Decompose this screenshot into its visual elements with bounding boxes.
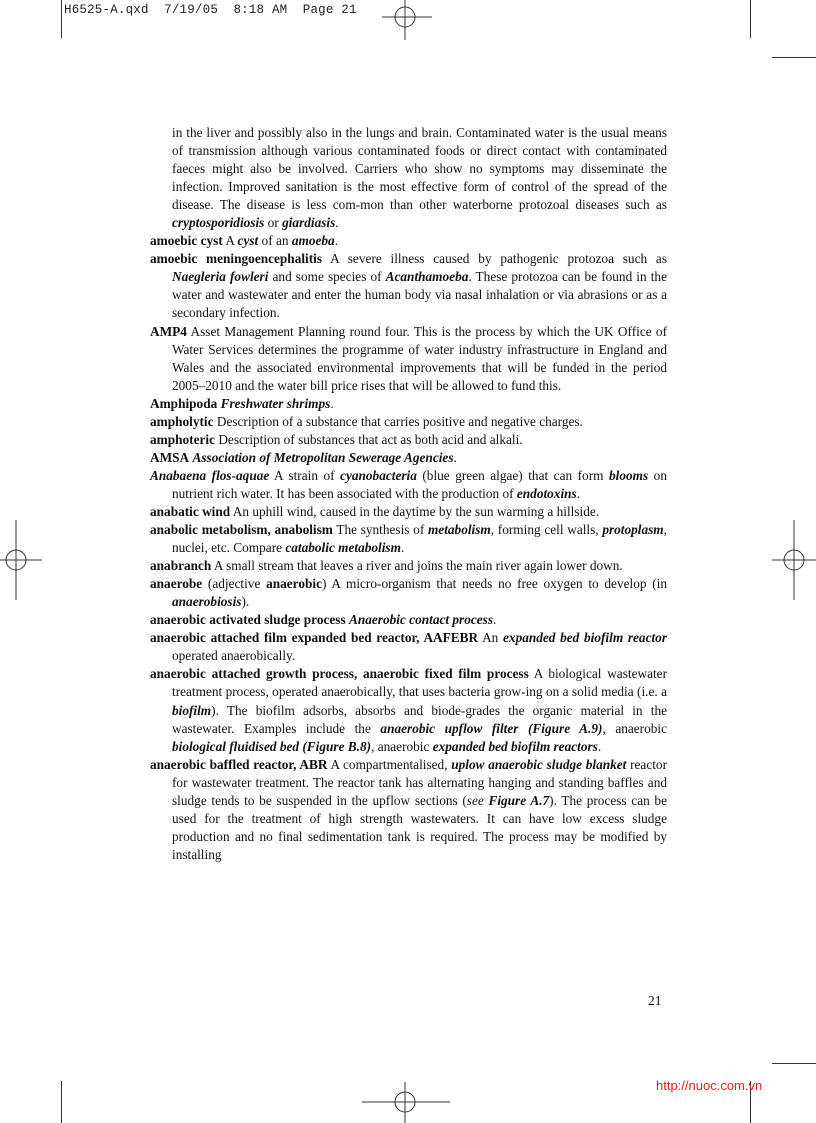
crop-mark-top-left [61,0,62,38]
glossary-entry [150,665,667,755]
entry-text: A [222,233,238,249]
entry-text: , nuclei, etc. Compare [172,522,667,556]
entry-term: AMSA [150,449,190,465]
registration-mark-left [0,520,42,600]
cross-reference: Naegleria fowleri [172,269,269,285]
slug-file: H6525-A.qxd [64,3,149,17]
entry-text: An uphill wind, caused in the daytime by the sun warming a hillside. [230,503,600,519]
cross-reference: endotoxins [516,485,577,501]
cross-reference: Anabaena flos-aquae [150,467,270,483]
entry-text: ) A micro-organism that needs no free oxygen to develop (in [321,576,667,592]
entry-text: A small stream that leaves a river and joins the main river again lower down. [211,558,623,574]
glossary-entry [150,557,667,575]
entry-text: An [478,630,504,646]
cross-reference: amoeba [291,233,335,249]
entry-term: anaerobe [150,576,203,592]
glossary-entry [150,449,667,467]
entry-text: in the liver and possibly also in the lungs and brain. Contaminated water is the usual means of transmission although various contaminated foods or direct contact with contaminated faeces might also be involved. Carriers who show no symptoms may disseminate the infection. Improved sanitation is the most effective form of control of the spread of the disease. The disease is less com-mon than other waterborne protozoal diseases such as [172,125,667,213]
cross-reference: cyanobacteria [340,467,417,483]
entry-term: amphoteric [150,431,215,447]
print-slug [64,3,357,17]
entry-text: A strain of [269,467,341,483]
registration-mark-right [772,520,816,600]
entry-text: . [400,540,405,556]
slug-page-label: Page 21 [302,3,357,17]
entry-term: anabranch [150,558,212,574]
glossary-entry [150,250,667,322]
cross-reference: metabolism [427,522,491,538]
entry-text: or [264,215,283,231]
glossary-entry [150,629,667,665]
cross-reference: cyst [237,233,259,249]
entry-text: (adjective [202,576,267,592]
registration-mark-bottom [362,1082,450,1123]
crop-mark-top-right-h [772,57,816,58]
crop-mark-bottom-right-h [772,1063,816,1064]
entry-text: operated anaerobically. [172,648,296,664]
entry-text: . [335,215,339,231]
cross-reference: Figure A.7 [488,792,550,808]
entry-text: , anaerobic [602,720,668,736]
crop-mark-top-right-v [750,0,751,38]
glossary-entry [150,503,667,521]
cross-reference: Acanthamoeba [385,269,469,285]
slug-date: 7/19/05 [164,3,219,17]
cross-reference: blooms [609,467,649,483]
entry-text: Description of a substance that carries positive and negative charges. [213,413,583,429]
entry-text: The synthesis of [332,522,428,538]
cross-reference: Association of Metropolitan Sewerage Agencies [192,449,454,465]
entry-text: A biological wastewater treatment process, operated anaerobically, that uses bacteria grow-ing on a solid media (i.e. a [172,666,667,700]
cross-reference: uplow anaerobic sludge blanket [451,756,627,772]
entry-text: on nutrient rich water. It has been associated with the production of [172,467,667,501]
entry-text: Asset Management Planning round four. This is the process by which the UK Office of Water Services determines the programme of water industry infrastructure in England and Wales and the associated environmental improvements that will be funded in the period 2005–2010 and the water bill price rises that will be allowed to fund this. [172,323,667,393]
entry-term: amoebic meningoencephalitis [150,251,323,267]
glossary-entry [150,431,667,449]
glossary-entry [150,756,667,864]
cross-reference: protoplasm [602,522,664,538]
entry-text: of an [258,233,292,249]
entry-term: anaerobic baffled reactor, ABR [150,756,328,772]
cross-reference: see [466,792,484,808]
entry-text: . [334,233,339,249]
entry-text: . [453,449,457,465]
cross-reference: giardiasis [282,215,336,231]
entry-text: ). The biofilm adsorbs, absorbs and biode-grades the organic material in the wastewater. Examples include the [172,702,667,736]
glossary-entry [150,521,667,557]
entry-text: reactor for wastewater treatment. The reactor tank has alternating hanging and standing baffles and sludge tends to be suspended in the upflow sections ( [172,756,668,808]
entry-text: , forming cell walls, [490,522,603,538]
continued-paragraph [150,124,667,232]
cross-reference: expanded bed biofilm reactors [432,738,598,754]
entry-text: ). [241,594,250,610]
glossary-entry [150,575,667,611]
entry-text: and some species of [268,269,386,285]
entry-term: anaerobic activated sludge process [150,612,346,628]
cross-reference: catabolic metabolism [285,540,401,556]
entry-term: amoebic cyst [150,233,223,249]
glossary-entry [150,611,667,629]
glossary-entry [150,395,667,413]
cross-reference: biological fluidised bed (Figure B.8) [172,738,372,754]
entry-term: anaerobic attached film expanded bed reactor, AAFEBR [150,630,479,646]
entry-term: AMP4 [150,323,187,339]
cross-reference: Anaerobic contact process [348,612,494,628]
entry-text: . [493,612,497,628]
footer-url[interactable]: http://nuoc.com.vn [656,1078,763,1093]
crop-mark-bottom-left [61,1081,62,1123]
entry-term: anaerobic [266,576,322,592]
cross-reference: Freshwater shrimps [220,395,331,411]
entry-term: ampholytic [150,413,214,429]
glossary-entry [150,232,667,250]
entry-text: Description of substances that act as both acid and alkali. [215,431,523,447]
entry-text: . [576,485,581,501]
entry-text: . [597,738,602,754]
entry-term: Amphipoda [150,395,218,411]
glossary-text [150,124,667,864]
cross-reference: cryptosporidiosis [172,215,265,231]
glossary-entry [150,323,667,395]
entry-text: , anaerobic [371,738,433,754]
entry-text: ). The process can be used for the treatment of high strength wastewaters. It can have low excess sludge production and no final sedimentation tank is required. The process may be modified by installing [172,792,667,862]
registration-mark-top [382,0,432,40]
entry-text: (blue green algae) that can form [416,467,609,483]
cross-reference: anaerobiosis [172,594,242,610]
cross-reference: anaerobic upflow filter (Figure A.9) [380,720,603,736]
slug-time: 8:18 AM [233,3,288,17]
entry-text: . [330,395,334,411]
glossary-entry [150,467,667,503]
page-number: 21 [648,993,662,1008]
entry-term: anabatic wind [150,503,231,519]
cross-reference: biofilm [172,702,212,718]
entry-term: anabolic metabolism, anabolism [150,522,333,538]
entry-text: A severe illness caused by pathogenic protozoa such as [322,251,667,267]
glossary-entry [150,413,667,431]
entry-text: A compartmentalised, [327,756,452,772]
cross-reference: expanded bed biofilm reactor [503,630,667,646]
entry-term: anaerobic attached growth process, anaerobic fixed film process [150,666,529,682]
entry-text: . These protozoa can be found in the water and wastewater and enter the human body via nasal inhalation or via abrasions or as a secondary infection. [172,269,667,321]
